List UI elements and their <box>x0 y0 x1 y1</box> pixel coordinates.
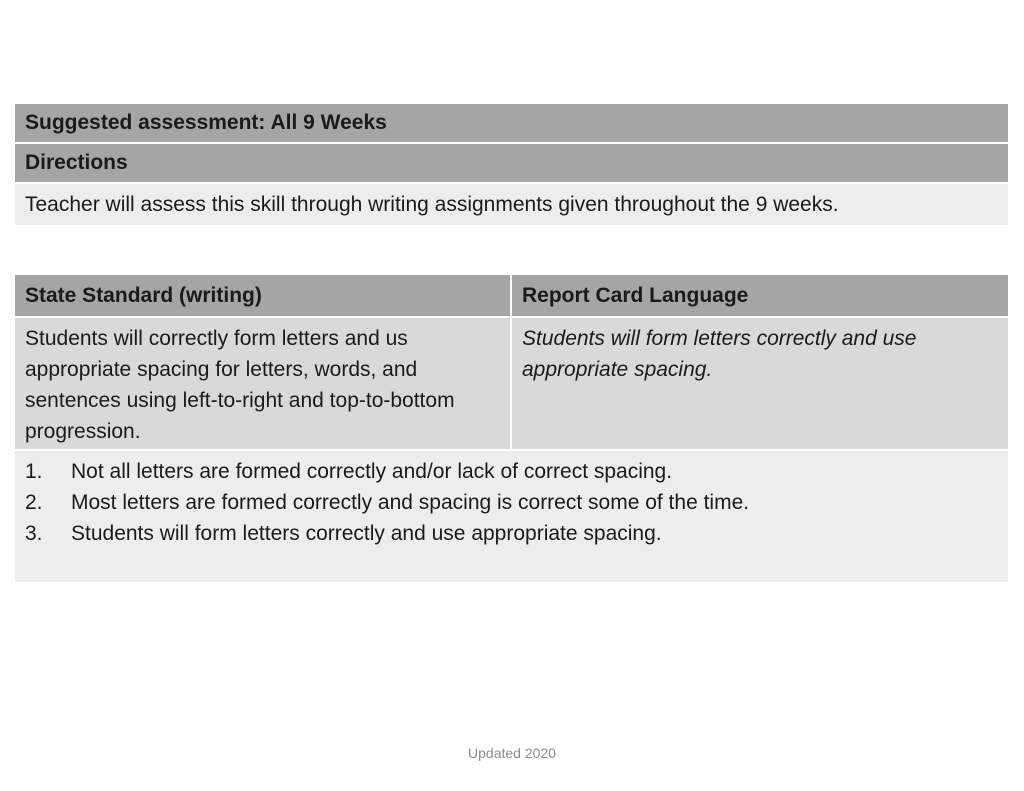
rubric-number: 1. <box>25 460 43 483</box>
standards-table <box>15 275 1008 582</box>
rubric-text: Students will form letters correctly and use appropriate spacing. <box>71 522 662 545</box>
rubric-list <box>15 451 1008 582</box>
directions-row <box>15 184 1008 225</box>
standards-content-row <box>15 318 1008 451</box>
footer-updated: Updated 2020 <box>468 745 556 761</box>
directions-label: Directions <box>25 151 128 174</box>
assessment-table <box>15 104 1008 225</box>
rubric-item <box>25 487 998 518</box>
rubric-text: Not all letters are formed correctly and/or lack of correct spacing. <box>71 460 673 483</box>
report-card-header: Report Card Language <box>522 283 749 307</box>
assessment-header-text: Suggested assessment: All 9 Weeks <box>25 111 387 134</box>
state-standard-header: State Standard (writing) <box>15 275 512 316</box>
state-standard-text: Students will correctly form letters and us appropriate spacing for letters, words, and sentences using left-to-right and top-to-bottom progression. <box>15 318 512 449</box>
report-card-text: Students will form letters correctly and use appropriate spacing. <box>522 327 917 381</box>
assessment-header <box>15 104 1008 144</box>
rubric-number: 2. <box>25 491 43 514</box>
rubric-item <box>25 456 998 487</box>
directions-text: Teacher will assess this skill through writing assignments given throughout the 9 weeks. <box>25 192 839 216</box>
rubric-number: 3. <box>25 522 43 545</box>
directions-header <box>15 144 1008 184</box>
rubric-item <box>25 518 998 549</box>
standards-header-row <box>15 275 1008 318</box>
rubric-text: Most letters are formed correctly and spacing is correct some of the time. <box>71 491 750 514</box>
